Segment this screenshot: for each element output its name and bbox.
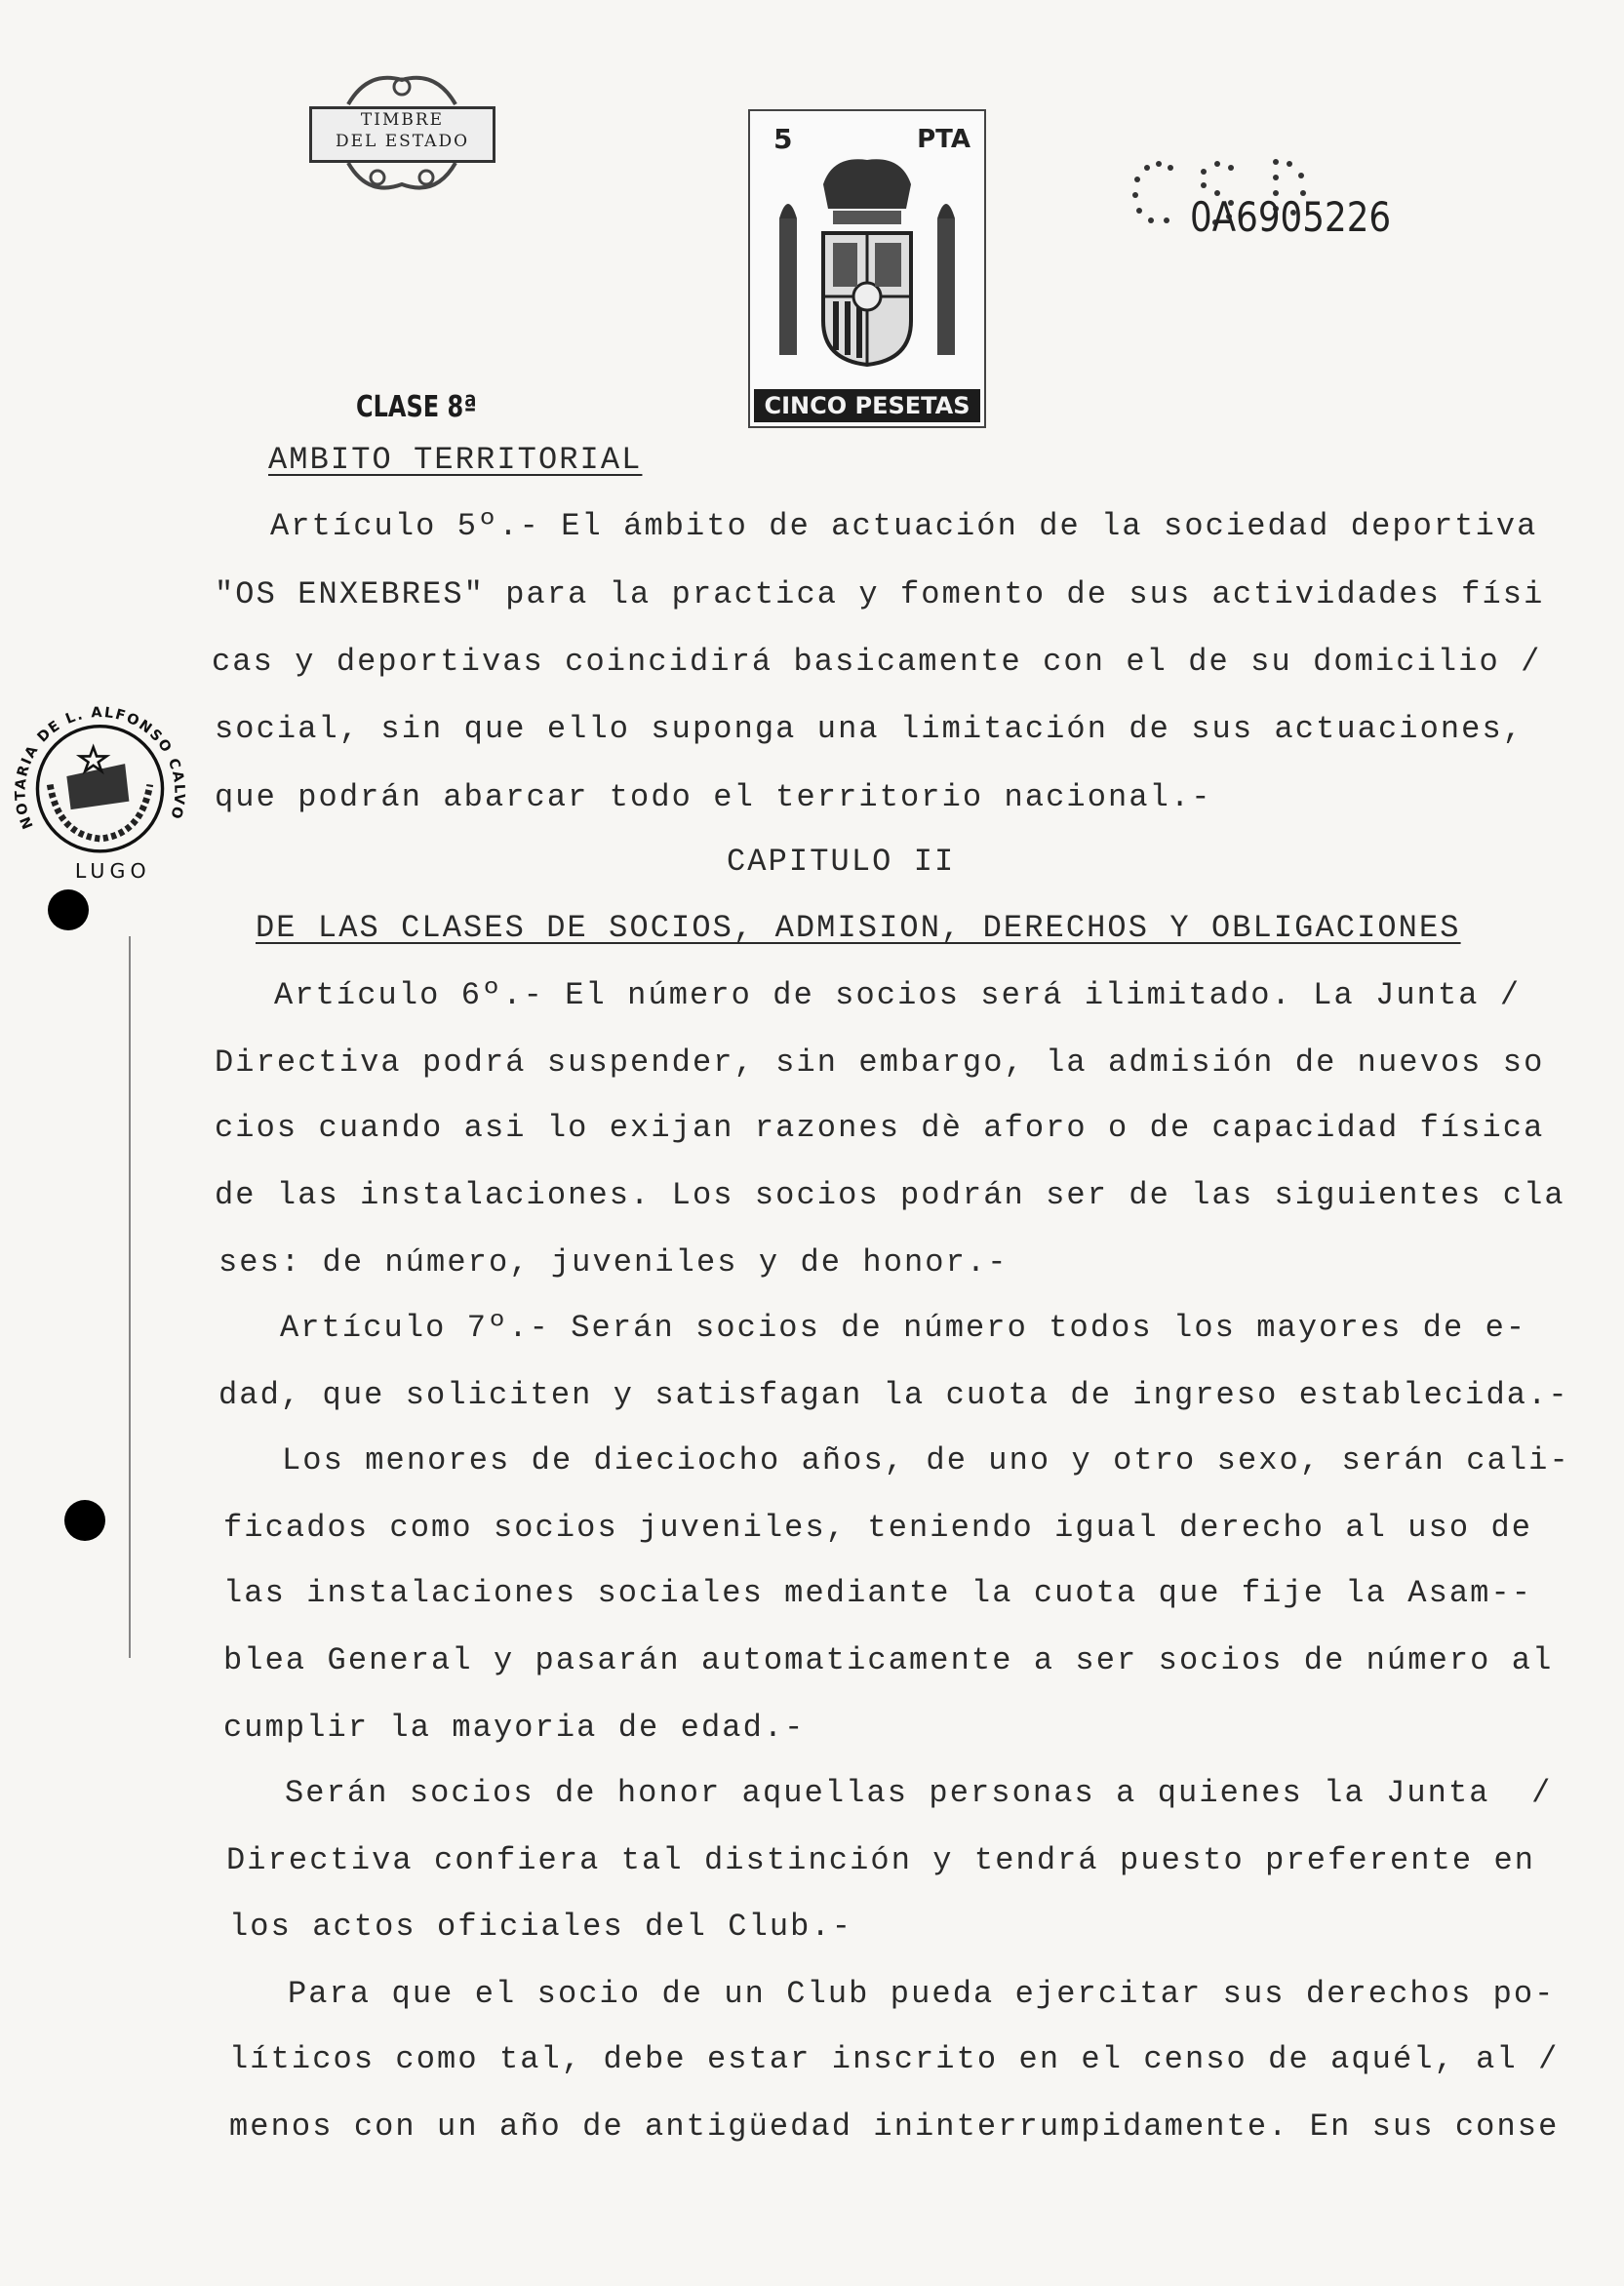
stamp-unit: PTA	[917, 125, 970, 154]
text-line: de las instalaciones. Los socios podrán ser de las siguientes cla	[215, 1177, 1565, 1213]
text-line: Directiva confiera tal distinción y tendrá puesto preferente en	[226, 1842, 1536, 1878]
punch-hole	[64, 1500, 105, 1541]
serial-number: 0A6905226	[1190, 193, 1392, 241]
text-line: "OS ENXEBRES" para la practica y fomento de sus actividades físi	[215, 576, 1545, 612]
text-line: ficados como socios juveniles, teniendo igual derecho al uso de	[223, 1510, 1533, 1546]
timbre-line1: TIMBRE	[360, 110, 445, 130]
timbre-line2: DEL ESTADO	[335, 132, 470, 151]
text-line: Artículo 7º.- Serán socios de número todos los mayores de e-	[280, 1310, 1527, 1346]
text-line: Serán socios de honor aquellas personas a quienes la Junta /	[285, 1775, 1553, 1811]
text-line: social, sin que ello suponga una limitación de sus actuaciones,	[215, 711, 1525, 747]
text-line: que podrán abarcar todo el territorio nacional.-	[215, 779, 1212, 815]
text-line: cas y deportivas coincidirá basicamente con el de su domicilio /	[212, 644, 1542, 680]
chapter-heading: DE LAS CLASES DE SOCIOS, ADMISION, DERECHOS Y OBLIGACIONES	[256, 910, 1461, 946]
text-line: Directiva podrá suspender, sin embargo, la admisión de nuevos so	[215, 1044, 1545, 1081]
notary-seal	[0, 685, 200, 885]
punch-hole	[48, 889, 89, 930]
margin-line	[129, 936, 131, 1658]
stamp-band: CINCO PESETAS	[754, 389, 980, 422]
text-line: las instalaciones sociales mediante la cuota que fije la Asam--	[223, 1575, 1533, 1611]
text-line: Para que el socio de un Club pueda ejercitar sus derechos po-	[288, 1976, 1556, 2012]
text-line: ses: de número, juveniles y de honor.-	[218, 1244, 1009, 1281]
text-line: cios cuando asi lo exijan razones dè aforo o de capacidad física	[215, 1110, 1545, 1146]
clase-label: CLASE 8ª	[356, 390, 477, 424]
seal-emblem-icon	[50, 747, 150, 839]
text-line: dad, que soliciten y satisfagan la cuota de ingreso establecida.-	[218, 1377, 1569, 1413]
text-line: los actos oficiales del Club.-	[229, 1909, 853, 1945]
chapter-title: CAPITULO II	[727, 844, 956, 880]
text-line: Artículo 6º.- El número de socios será ilimitado. La Junta /	[274, 977, 1522, 1013]
coat-of-arms-icon	[750, 150, 984, 394]
text-line: menos con un año de antigüedad ininterrumpidamente. En sus conse	[229, 2109, 1560, 2145]
seal-ring-text: NOTARIA DE L. ALFONSO CALVO	[13, 704, 187, 832]
text-line: Los menores de dieciocho años, de uno y otro sexo, serán cali-	[282, 1442, 1570, 1478]
text-line: líticos como tal, debe estar inscrito en el censo de aquél, al /	[229, 2041, 1560, 2077]
seal-city: LUGO	[74, 859, 151, 884]
section-title: AMBITO TERRITORIAL	[268, 442, 643, 478]
timbre-del-estado-stamp	[309, 65, 495, 197]
timbre-label	[309, 106, 495, 163]
text-line: Artículo 5º.- El ámbito de actuación de la sociedad deportiva	[270, 508, 1538, 544]
fiscal-stamp	[748, 109, 986, 428]
text-line: blea General y pasarán automaticamente a ser socios de número al	[223, 1642, 1554, 1678]
text-line: cumplir la mayoria de edad.-	[223, 1710, 806, 1746]
stamp-value: 5	[773, 123, 793, 155]
